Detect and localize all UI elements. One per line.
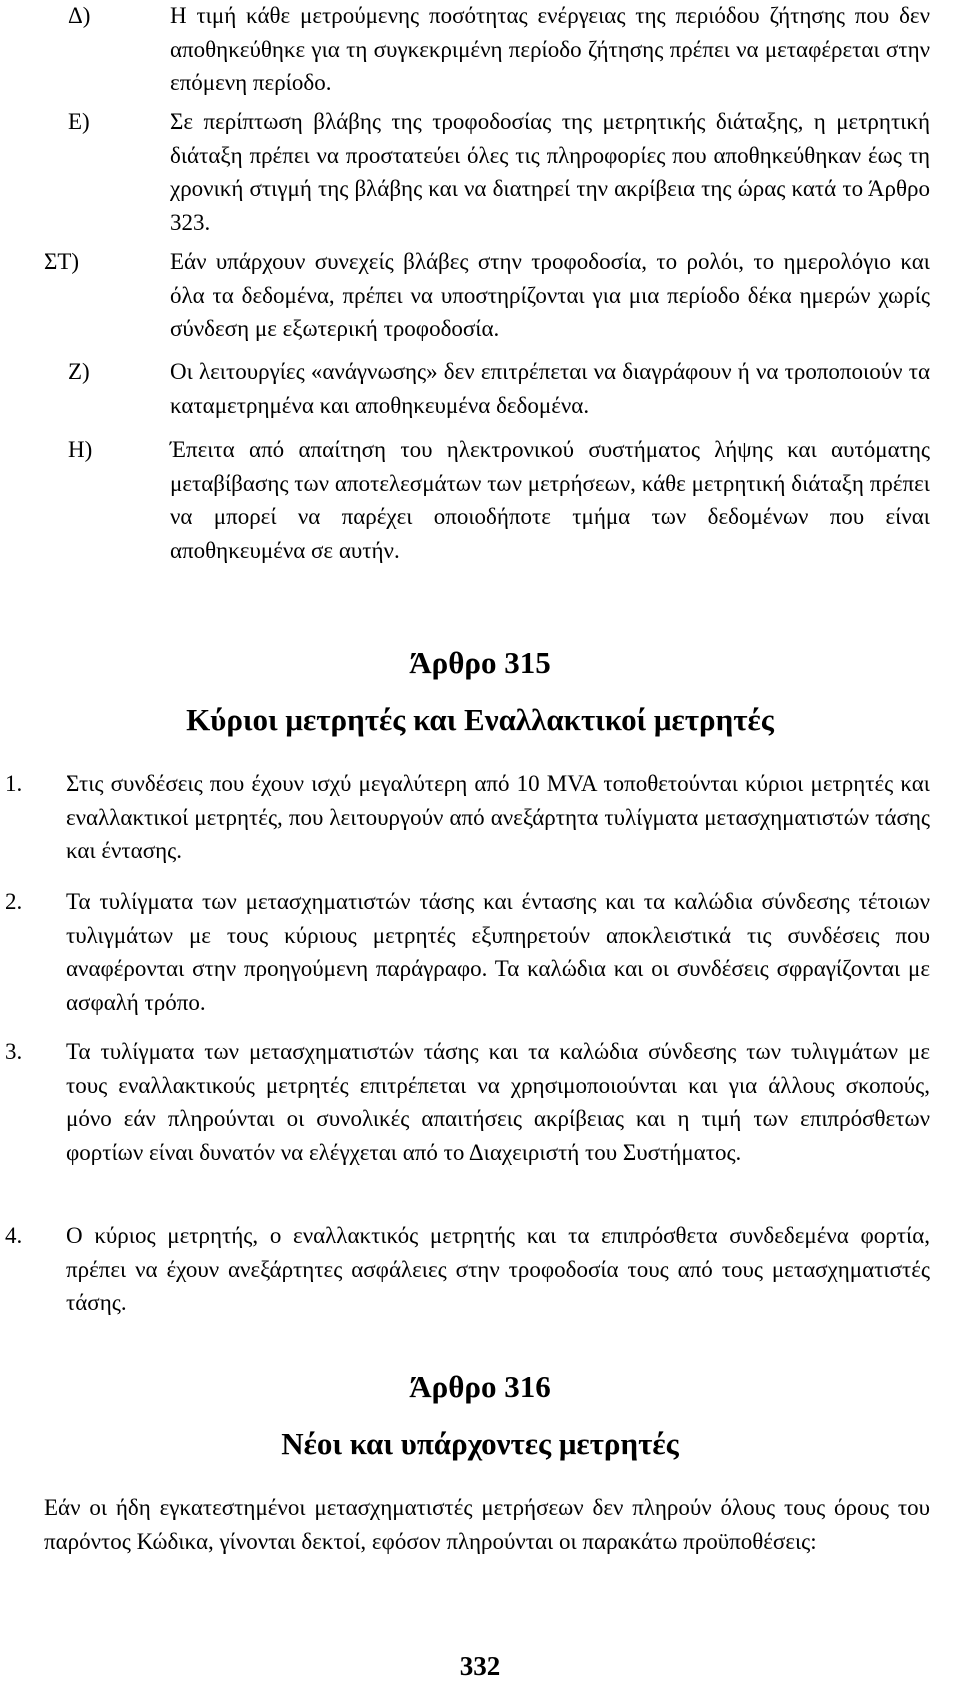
paragraph-number: 3. xyxy=(5,1039,23,1064)
paragraph-text: Στις συνδέσεις που έχουν ισχύ μεγαλύτερη από 10 MVA τοποθετούνται κύριοι μετρητές και εναλλακτικοί μετρητές, που λειτουργούν από ανεξάρτητα τυλίγματα μετασχηματιστών τάσης και έντασης. xyxy=(66,771,930,863)
item-marker: ΣΤ) xyxy=(44,249,80,274)
item-text: Η τιμή κάθε μετρούμενης ποσότητας ενέργειας της περιόδου ζήτησης που δεν αποθηκεύθηκε για τη συγκεκριμένη περίοδο ζήτησης πρέπει να μεταφέρεται στην επόμενη περίοδο. xyxy=(170,3,930,95)
item-text: Σε περίπτωση βλάβης της τροφοδοσίας της μετρητικής διάταξης, η μετρητική διάταξη πρέπει να προστατεύει όλες τις πληροφορίες που αποθηκεύθηκαν έως τη χρονική στιγμή της βλάβης και να διατηρεί την ακρίβεια της ώρας κατά το Άρθρο 323. xyxy=(170,109,930,235)
item-text: Εάν υπάρχουν συνεχείς βλάβες στην τροφοδοσία, το ρολόι, το ημερολόγιο και όλα τα δεδομένα, πρέπει να υποστηρίζονται για μια περίοδο δέκα ημερών χωρίς σύνδεση με εξωτερική τροφοδοσία. xyxy=(170,249,930,341)
article-316-title: Νέοι και υπάρχοντες μετρητές xyxy=(281,1426,679,1461)
item-marker: Η) xyxy=(68,437,93,462)
page-number: 332 xyxy=(459,1651,501,1681)
item-marker: Ζ) xyxy=(68,359,90,384)
article-316-intro: Εάν οι ήδη εγκατεστημένοι μετασχηματιστές μετρήσεων δεν πληρούν όλους τους όρους του παρόντος Κώδικα, γίνονται δεκτοί, εφόσον πληρούνται οι παρακάτω προϋποθέσεις: xyxy=(44,1495,930,1554)
paragraph-text: Ο κύριος μετρητής, ο εναλλακτικός μετρητής και τα επιπρόσθετα συνδεδεμένα φορτία, πρέπει να έχουν ανεξάρτητες ασφάλειες στην τροφοδοσία τους από τους μετασχηματιστές τάσης. xyxy=(66,1223,930,1315)
paragraph-number: 1. xyxy=(5,771,23,796)
item-marker: Δ) xyxy=(68,3,91,28)
article-315-number: Άρθρο 315 xyxy=(409,645,551,680)
item-text: Έπειτα από απαίτηση του ηλεκτρονικού συστήματος λήψης και αυτόματης μεταβίβασης των αποτελεσμάτων των μετρήσεων, κάθε μετρητική διάταξη πρέπει να μπορεί να παρέχει οποιοδήποτε τμήμα των δεδομένων που είναι αποθηκευμένα σε αυτήν. xyxy=(170,437,930,563)
item-marker: Ε) xyxy=(68,109,90,134)
paragraph-text: Τα τυλίγματα των μετασχηματιστών τάσης και τα καλώδια σύνδεσης των τυλιγμάτων με τους εναλλακτικούς μετρητές επιτρέπεται να χρησιμοποιούνται και για άλλους σκοπούς, μόνο εάν πληρούνται οι συνολικές απαιτήσεις ακρίβειας και η τιμή των επιπρόσθετων φορτίων είναι δυνατόν να ελέγχεται από το Διαχειριστή του Συστήματος. xyxy=(66,1039,930,1165)
paragraph-text: Τα τυλίγματα των μετασχηματιστών τάσης και έντασης και τα καλώδια σύνδεσης τέτοιων τυλιγμάτων με τους κύριους μετρητές εξυπηρετούν αποκλειστικά τις συνδέσεις που αναφέρονται στην προηγούμενη παράγραφο. Τα καλώδια και οι συνδέσεις σφραγίζονται με ασφαλή τρόπο. xyxy=(66,889,930,1015)
paragraph-number: 4. xyxy=(5,1223,23,1248)
item-text: Οι λειτουργίες «ανάγνωσης» δεν επιτρέπεται να διαγράφουν ή να τροποποιούν τα καταμετρημένα και αποθηκευμένα δεδομένα. xyxy=(170,359,930,418)
article-316-number: Άρθρο 316 xyxy=(409,1369,551,1404)
paragraph-number: 2. xyxy=(5,889,23,914)
article-315-title: Κύριοι μετρητές και Εναλλακτικοί μετρητές xyxy=(186,702,774,737)
